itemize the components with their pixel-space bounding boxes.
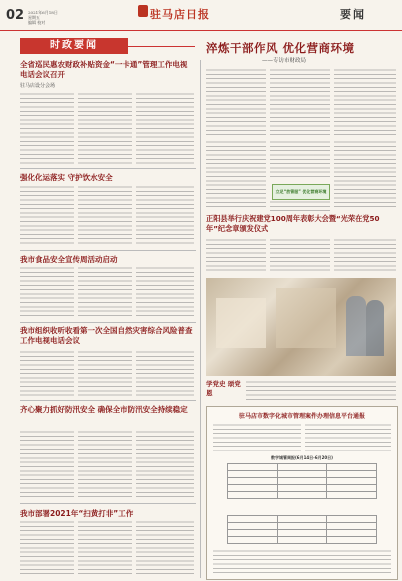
article6-body-col3	[136, 520, 194, 576]
exhibit-board	[276, 288, 336, 348]
article1-body-col3	[136, 92, 194, 166]
table-cell	[327, 464, 377, 471]
date-line: 编辑 校对	[28, 20, 46, 25]
lead-headline[interactable]: 淬炼干部作风 优化营商环境	[206, 41, 355, 55]
divider	[20, 168, 196, 169]
notice-body-col1	[213, 423, 301, 451]
notice-box	[206, 406, 398, 580]
table-cell	[327, 485, 377, 492]
table-cell	[228, 471, 278, 478]
article3-body-col1	[20, 266, 74, 318]
article6-body-col1	[20, 520, 74, 576]
table-cell	[228, 464, 278, 471]
study-caption	[246, 380, 396, 400]
column-divider	[200, 60, 201, 578]
article5-body-col3	[136, 430, 194, 500]
date-line: 2021年6月18日	[28, 10, 58, 15]
lead-body-col1	[206, 68, 266, 136]
table-cell	[277, 478, 327, 485]
newspaper-logo: 驻马店日报	[150, 8, 210, 21]
section-tab: 时政要闻	[20, 38, 128, 54]
table-cell	[277, 530, 327, 537]
study-headline[interactable]: 学党史 颂党恩	[206, 380, 241, 397]
article4-body-col1	[20, 350, 74, 398]
article2-headline[interactable]: 强化化运落实 守护饮水安全	[20, 173, 113, 182]
center-body-col1	[206, 238, 266, 274]
article1-body-col1	[20, 92, 74, 166]
article3-body-col3	[136, 266, 194, 318]
divider	[20, 250, 196, 251]
notice-title[interactable]: 驻马店市数字化城市管理案件办理信息平台通报	[238, 413, 365, 420]
article5-headline[interactable]: 齐心聚力抓好防汛安全 确保全市防汛安全持续稳定	[20, 405, 188, 414]
article6-headline[interactable]: 我市部署2021年“扫黄打非”工作	[20, 509, 134, 518]
table-cell	[277, 485, 327, 492]
table2	[227, 515, 377, 544]
article3-body-col2	[78, 266, 132, 318]
exhibition-photo	[206, 278, 396, 376]
section-title: 要闻	[340, 8, 366, 21]
table-cell	[327, 478, 377, 485]
table-cell	[327, 471, 377, 478]
table-cell	[228, 530, 278, 537]
article2-body-col3	[136, 185, 194, 247]
table-cell	[277, 537, 327, 544]
table-cell	[228, 492, 278, 499]
lead-body-col5	[270, 140, 330, 180]
article5-body-col2	[78, 430, 132, 500]
article5-body-col1	[20, 430, 74, 500]
tab-rule	[128, 46, 195, 47]
person-figure	[366, 300, 384, 356]
exhibit-board	[216, 298, 266, 348]
article3-headline[interactable]: 我市食品安全宣传周活动启动	[20, 255, 118, 264]
center-body-col3	[334, 238, 396, 274]
lead-body-col6	[334, 140, 396, 210]
table-cell	[228, 485, 278, 492]
article4-body-col2	[78, 350, 132, 398]
notice-footer	[213, 549, 391, 573]
table-cell	[277, 464, 327, 471]
header-rule	[0, 30, 402, 31]
center-body-col2	[270, 238, 330, 274]
divider	[20, 322, 196, 323]
article4-body-col3	[136, 350, 194, 398]
table-cell	[228, 478, 278, 485]
article1-subhead: 驻马店设分会场	[20, 83, 56, 89]
lead-body-col3	[334, 68, 396, 136]
lead-stamp-graphic: 立足“放管服” 优化营商环境	[272, 184, 330, 200]
table-cell	[327, 516, 377, 523]
date-line: 星期五	[28, 15, 40, 20]
article1-body-col2	[78, 92, 132, 166]
table-cell	[228, 523, 278, 530]
article4-headline[interactable]: 我市组织收听收看第一次全国自然灾害综合风险普查工作电视电话会议	[20, 326, 193, 345]
header-date	[28, 10, 68, 25]
center-headline[interactable]: 正阳县举行庆祝建党100周年表彰大会暨“光荣在党50年”纪念章颁发仪式	[206, 214, 380, 233]
lead-subhead: ——专访市财政局	[262, 58, 307, 64]
table-cell	[327, 537, 377, 544]
newspaper-emblem-icon	[138, 5, 148, 17]
table-cell	[327, 530, 377, 537]
table1-caption: 数字城管周报(6月14日-6月20日)	[270, 455, 333, 460]
page-number: 02	[6, 8, 25, 23]
article6-body-col2	[78, 520, 132, 576]
table-cell	[327, 492, 377, 499]
table-cell	[327, 523, 377, 530]
table-cell	[277, 523, 327, 530]
lead-body-col7	[270, 200, 330, 212]
notice-body-col2	[305, 423, 391, 451]
person-figure	[346, 296, 366, 356]
table1	[227, 463, 377, 499]
table-cell	[228, 537, 278, 544]
article1-headline[interactable]: 全省巡民惠农财政补贴资金“一卡通”管理工作电视电话会议召开	[20, 60, 188, 79]
table-cell	[277, 471, 327, 478]
lead-body-col4	[206, 140, 266, 210]
divider	[20, 400, 196, 401]
table-cell	[228, 516, 278, 523]
article2-body-col2	[78, 185, 132, 247]
lead-body-col2	[270, 68, 330, 136]
table-cell	[277, 516, 327, 523]
divider	[20, 503, 196, 504]
table-cell	[277, 492, 327, 499]
article2-body-col1	[20, 185, 74, 247]
